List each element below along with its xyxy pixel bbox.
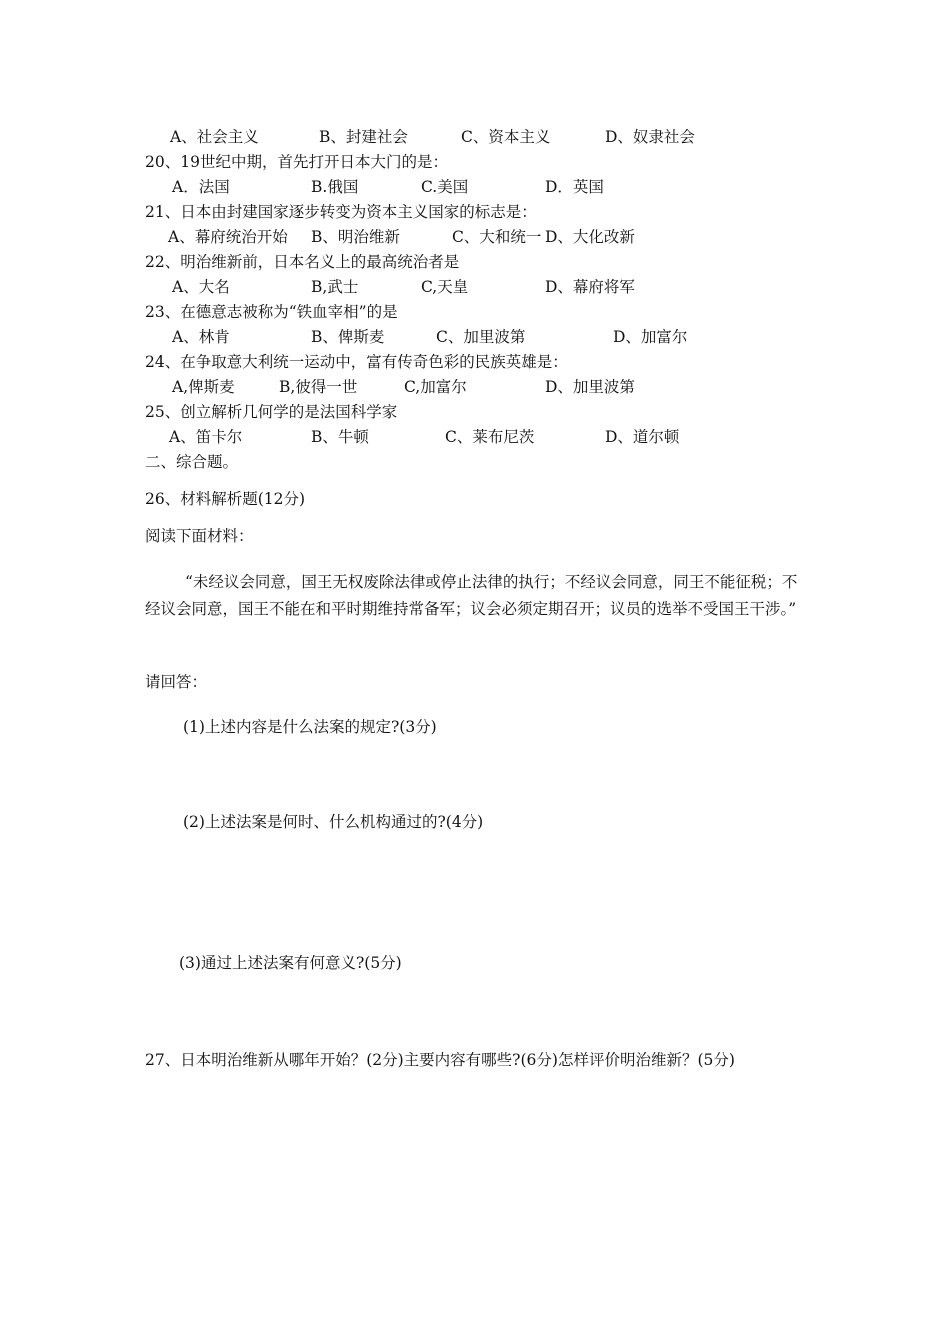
- q20-option-c: C.美国: [421, 178, 469, 196]
- q23-option-b: B、俾斯麦: [311, 328, 385, 346]
- q19-option-b: B、封建社会: [319, 128, 408, 146]
- q24-stem: 24、在争取意大利统一运动中，富有传奇色彩的民族英雄是：: [145, 353, 568, 371]
- q23-stem: 23、在德意志被称为“铁血宰相”的是: [145, 303, 398, 321]
- q25-stem: 25、创立解析几何学的是法国科学家: [145, 403, 398, 421]
- q23-option-c: C、加里波第: [436, 328, 526, 346]
- q24-option-a: A,俾斯麦: [172, 378, 235, 396]
- q20-option-d: D．英国: [545, 178, 604, 196]
- q26-subquestion-1: (1)上述内容是什么法案的规定?(3分): [183, 718, 437, 736]
- q22-stem: 22、明治维新前，日本名义上的最高统治者是: [145, 253, 460, 271]
- q25-option-c: C、莱布尼茨: [445, 428, 535, 446]
- q22-option-a: A、大名: [172, 278, 230, 296]
- q22-option-b: B,武士: [311, 278, 359, 296]
- q25-option-d: D、道尔顿: [605, 428, 680, 446]
- section2-title: 二、综合题。: [145, 453, 239, 471]
- q23-option-d: D、加富尔: [613, 328, 688, 346]
- q20-stem: 20、19世纪中期，首先打开日本大门的是：: [145, 153, 448, 171]
- q19-option-a: A、社会主义: [170, 128, 259, 146]
- q22-option-d: D、幕府将军: [545, 278, 635, 296]
- q26-intro: 阅读下面材料：: [145, 527, 254, 545]
- q21-option-b: B、明治维新: [311, 228, 400, 246]
- q26-title: 26、材料解析题(12分): [145, 490, 306, 508]
- q26-subquestion-3: (3)通过上述法案有何意义?(5分): [179, 954, 402, 972]
- q22-option-c: C,天皇: [421, 278, 469, 296]
- q20-option-b: B.俄国: [311, 178, 359, 196]
- q21-option-c: C、大和统一: [452, 228, 542, 246]
- q24-option-c: C,加富尔: [404, 378, 467, 396]
- q21-option-d: D、大化改新: [545, 228, 635, 246]
- q25-option-a: A、笛卡尔: [169, 428, 243, 446]
- q21-stem: 21、日本由封建国家逐步转变为资本主义国家的标志是：: [145, 203, 537, 221]
- q20-option-a: A．法国: [172, 178, 230, 196]
- q19-option-c: C、资本主义: [461, 128, 551, 146]
- q24-option-b: B,彼得一世: [279, 378, 358, 396]
- q21-option-a: A、幕府统治开始: [168, 228, 288, 246]
- q26-prompt: 请回答：: [145, 673, 208, 691]
- q27-question: 27、日本明治维新从哪年开始？(2分)主要内容有哪些?(6分)怎样评价明治维新？(5分): [145, 1051, 735, 1069]
- q23-option-a: A、林肯: [172, 328, 230, 346]
- q26-material: “未经议会同意，国王无权废除法律或停止法律的执行；不经议会同意，同王不能征税；不经议会同意，国王不能在和平时期维持常备军；议会必须定期召开；议员的选举不受国王干涉。”: [145, 573, 798, 618]
- q26-subquestion-2: (2)上述法案是何时、什么机构通过的?(4分): [183, 813, 484, 831]
- q19-option-d: D、奴隶社会: [605, 128, 695, 146]
- q25-option-b: B、牛顿: [311, 428, 369, 446]
- q24-option-d: D、加里波第: [545, 378, 635, 396]
